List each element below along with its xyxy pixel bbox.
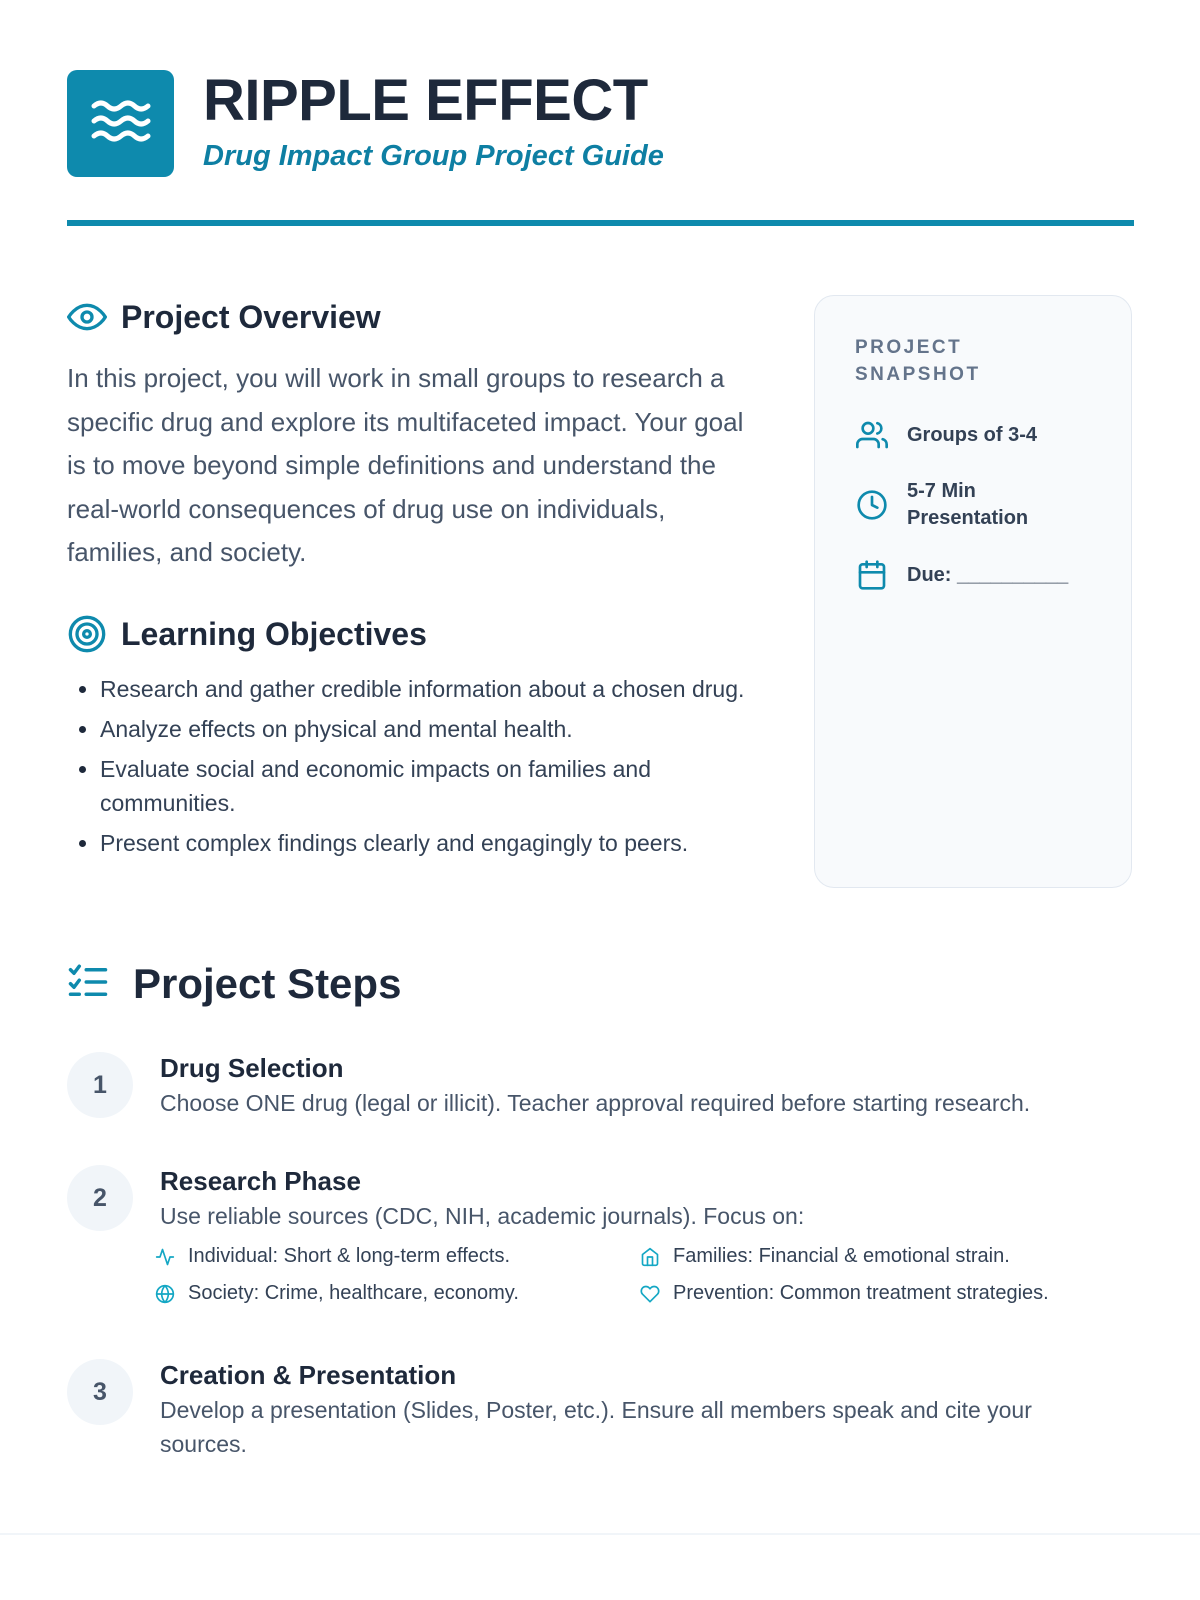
step-description: Develop a presentation (Slides, Poster, etc.). Ensure all members speak and cite your sources. [160, 1397, 1032, 1457]
target-icon [67, 614, 107, 654]
learning-objectives-section [67, 614, 767, 866]
focus-text: Families: Financial & emotional strain. [673, 1245, 1010, 1267]
step-description: Choose ONE drug (legal or illicit). Teacher approval required before starting research. [160, 1090, 1031, 1116]
page-header [67, 70, 664, 177]
project-snapshot-card [814, 295, 1132, 888]
focus-item-society [154, 1282, 639, 1305]
checklist-icon [67, 961, 109, 1008]
list-item: • Analyze effects on physical and mental health. [100, 712, 767, 746]
step-number: 1 [67, 1052, 133, 1118]
list-item: • Research and gather credible information about a chosen drug. [100, 672, 767, 706]
snapshot-text: 5-7 Min Presentation [907, 480, 1029, 529]
focus-text: Individual: Short & long-term effects. [188, 1245, 511, 1267]
snapshot-item-due [855, 558, 1091, 592]
step-title: Research Phase [160, 1166, 361, 1196]
snapshot-title: PROJECT SNAPSHOT [855, 337, 981, 385]
snapshot-text: Due: __________ [907, 563, 1069, 586]
section-heading: Project Overview [121, 298, 381, 335]
globe-icon [154, 1283, 176, 1305]
step-description: Use reliable sources (CDC, NIH, academic journals). Focus on: [160, 1203, 805, 1229]
step-number: 2 [67, 1165, 133, 1231]
clock-icon [855, 488, 889, 522]
focus-item-families [639, 1245, 1099, 1268]
step-title: Drug Selection [160, 1053, 344, 1083]
snapshot-text: Groups of 3-4 [907, 423, 1038, 446]
objectives-list [67, 672, 767, 860]
page-subtitle: Drug Impact Group Project Guide [203, 140, 664, 172]
overview-text: In this project, you will work in small groups to research a specific drug and explore its multifaceted impact. Your goal is to move beyond simple definitions and understand the real-world consequences of drug use on individuals, families, and society. [67, 363, 744, 567]
step-title: Creation & Presentation [160, 1360, 457, 1390]
header-divider [67, 220, 1134, 226]
focus-text: Prevention: Common treatment strategies. [673, 1282, 1049, 1304]
home-icon [639, 1246, 661, 1268]
snapshot-item-duration [855, 478, 1091, 532]
focus-item-individual [154, 1245, 639, 1268]
focus-item-prevention [639, 1282, 1099, 1305]
focus-areas [154, 1245, 1120, 1305]
eye-icon [67, 297, 107, 337]
project-steps-heading [67, 960, 401, 1008]
activity-icon [154, 1246, 176, 1268]
section-heading: Learning Objectives [121, 615, 427, 652]
list-item: • Present complex findings clearly and engagingly to peers. [100, 826, 767, 860]
users-icon [855, 418, 889, 452]
project-overview-section [67, 297, 767, 575]
waves-icon [90, 98, 152, 149]
page-title: RIPPLE EFFECT [203, 68, 648, 133]
step-number: 3 [67, 1359, 133, 1425]
snapshot-item-groups [855, 418, 1091, 452]
calendar-icon [855, 558, 889, 592]
list-item: • Evaluate social and economic impacts on families and communities. [100, 752, 767, 820]
section-heading: Project Steps [133, 960, 402, 1007]
heart-icon [639, 1283, 661, 1305]
footer-divider [0, 1533, 1200, 1535]
focus-text: Society: Crime, healthcare, economy. [188, 1282, 519, 1304]
logo [67, 70, 174, 177]
